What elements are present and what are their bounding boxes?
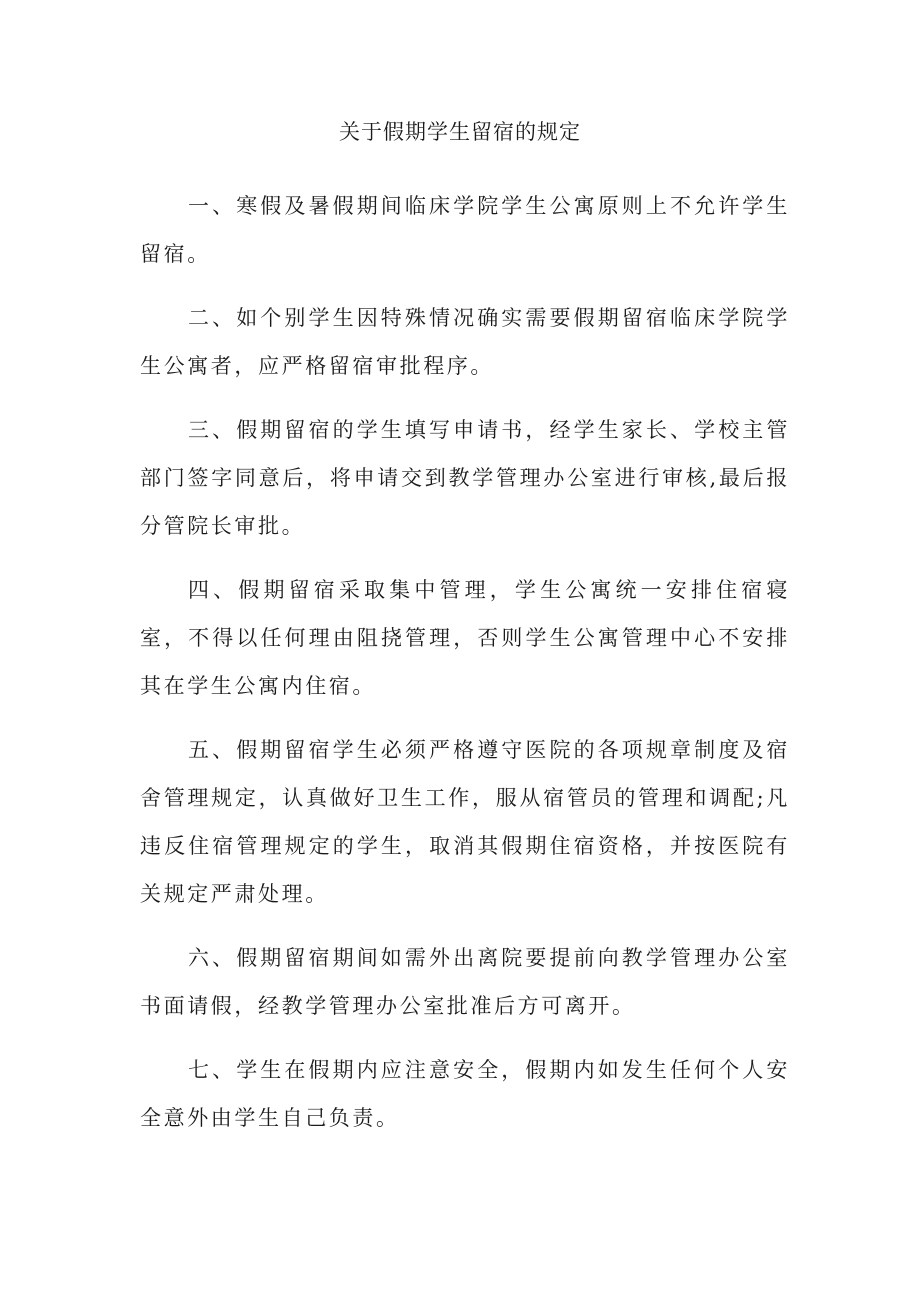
clause-5: 五、假期留宿学生必须严格遵守医院的各项规章制度及宿舍管理规定，认真做好卫生工作，服从宿管员的管理和调配;凡违反住宿管理规定的学生，取消其假期住宿资格，并按医院有关规定严肃处理。 <box>140 738 790 906</box>
document-title: 关于假期学生留宿的规定 <box>339 120 581 144</box>
clause-2: 二、如个别学生因特殊情况确实需要假期留宿临床学院学生公寓者，应严格留宿审批程序。 <box>140 306 790 378</box>
clause-1: 一、寒假及暑假期间临床学院学生公寓原则上不允许学生留宿。 <box>140 194 790 266</box>
clause-3: 三、假期留宿的学生填写申请书，经学生家长、学校主管部门签字同意后，将申请交到教学管理办公室进行审核,最后报分管院长审批。 <box>140 418 790 538</box>
clause-7: 七、学生在假期内应注意安全，假期内如发生任何个人安全意外由学生自己负责。 <box>140 1058 790 1130</box>
document-body <box>140 182 790 1158</box>
clause-6: 六、假期留宿期间如需外出离院要提前向教学管理办公室书面请假，经教学管理办公室批准后方可离开。 <box>140 946 790 1018</box>
clause-4: 四、假期留宿采取集中管理，学生公寓统一安排住宿寝室，不得以任何理由阻挠管理，否则学生公寓管理中心不安排其在学生公寓内住宿。 <box>140 578 790 698</box>
